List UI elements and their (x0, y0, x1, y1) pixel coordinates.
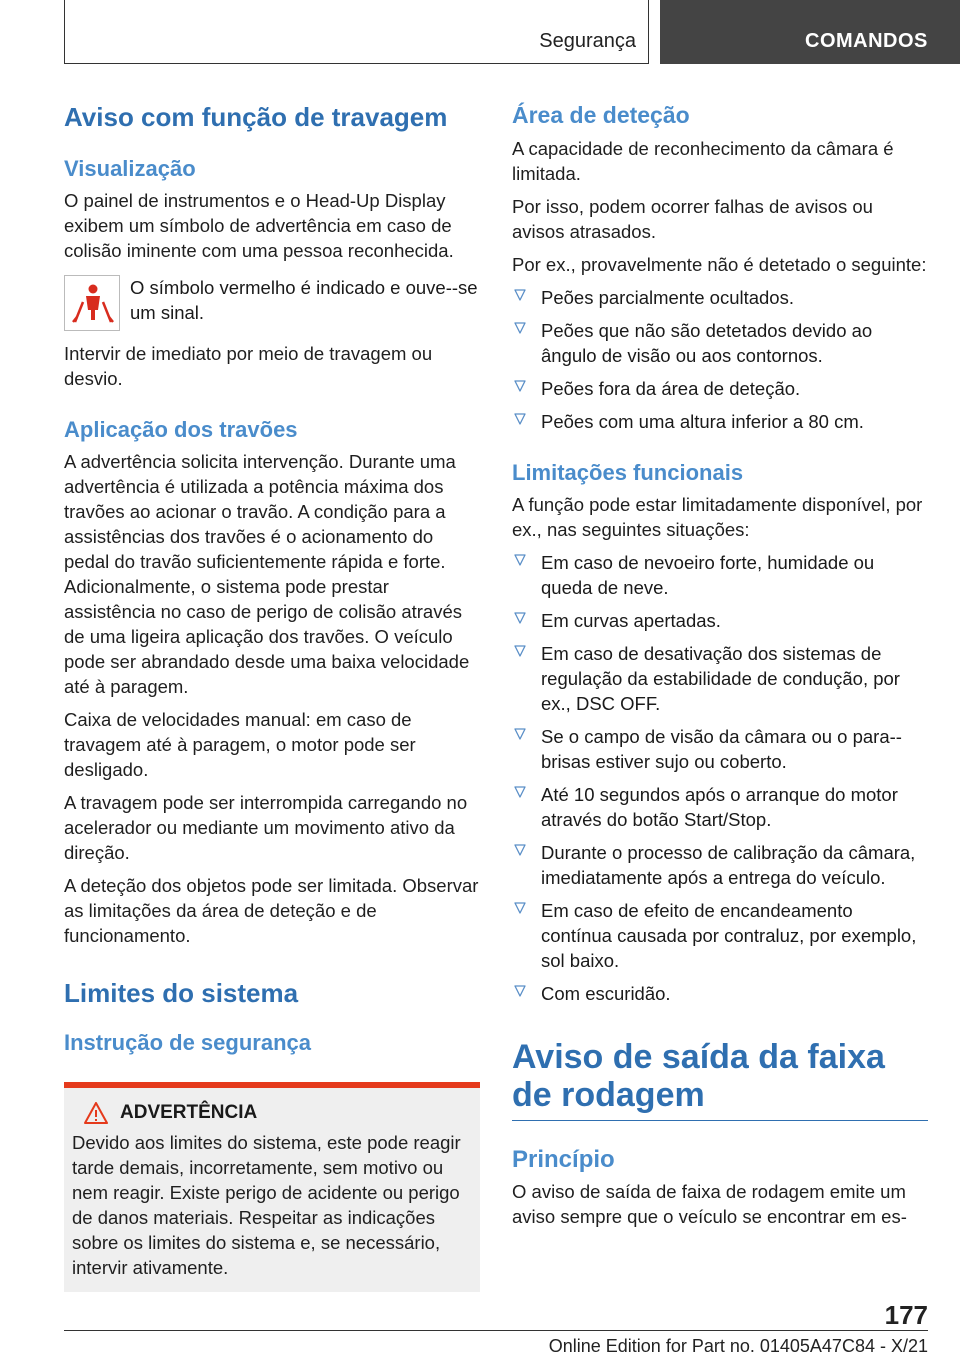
list-item-text: Em caso de nevoeiro forte, humidade ou queda de neve. (541, 552, 875, 598)
warning-header (84, 1102, 472, 1124)
list-item (512, 641, 928, 716)
warning-text: Devido aos limites do sistema, este pode reagir tarde demais, incorretamente, sem motivo ou nem reagir. Existe perigo de acidente ou perigo de danos materiais. Respeitar as indicações sobre os limites do sistema e, se necessário, intervir ativamente. (72, 1132, 461, 1278)
pedestrian-warning-icon (64, 275, 120, 331)
bullet-triangle-icon (514, 985, 526, 997)
left-column (64, 100, 480, 1292)
bullet-triangle-icon (514, 612, 526, 624)
list-item (512, 898, 928, 973)
heading-visualization: Visualização (64, 156, 196, 181)
section-title-braking-warning: Aviso com função de travagem (64, 102, 448, 132)
list-item (512, 376, 928, 401)
list-item-text: Peões parcialmente ocultados. (541, 287, 794, 308)
page-number: 177 (884, 1300, 928, 1330)
bullet-triangle-icon (514, 844, 526, 856)
symbol-row (64, 275, 480, 331)
bullet-triangle-icon (514, 902, 526, 914)
list-item (512, 782, 928, 832)
functional-bullet-list (512, 550, 928, 1006)
list-item (512, 724, 928, 774)
bullet-triangle-icon (514, 786, 526, 798)
list-item-text: Peões que não são detetados devido ao ângulo de visão ou aos contornos. (541, 320, 873, 366)
detection-paragraph-3: Por ex., provavelmente não é detetado o seguinte: (512, 254, 927, 275)
header-bottom-rule (64, 63, 649, 64)
detection-paragraph-2: Por isso, podem ocorrer falhas de avisos ou avisos atrasados. (512, 196, 873, 242)
list-item-text: Peões com uma altura inferior a 80 cm. (541, 411, 864, 432)
brakes-paragraph-1: A advertência solicita intervenção. Durante uma advertência é utilizada a potência máxima dos travões ao acionar o travão. A condição para a assistências dos travões é o acionamento do pedal do travão suficientemente rápida e forte. Adicionalmente, o sistema pode prestar assistência no caso de perigo de colisão através de uma ligeira aplicação dos travões. O veículo pode ser abrandado desde uma baixa velocidade até à paragem. (64, 451, 470, 697)
heading-brake-application: Aplicação dos travões (64, 417, 298, 442)
header-divider (648, 0, 649, 64)
heading-system-limits: Limites do sistema (64, 978, 299, 1008)
bullet-triangle-icon (514, 728, 526, 740)
chapter-rule (512, 1120, 928, 1121)
list-item-text: Em curvas apertadas. (541, 610, 721, 631)
functional-intro: A função pode estar limitadamente disponível, por ex., nas seguintes situações: (512, 494, 923, 540)
list-item-text: Em caso de desativação dos sistemas de regulação da estabilidade de condução, por ex., DSC OFF. (541, 643, 900, 714)
heading-principle: Princípio (512, 1146, 615, 1173)
warning-title: ADVERTÊNCIA (120, 1102, 258, 1123)
list-item-text: Peões fora da área de deteção. (541, 378, 801, 399)
header-chapter-tab: COMANDOS (660, 0, 960, 64)
bullet-triangle-icon (514, 322, 526, 334)
heading-safety-instruction: Instrução de segurança (64, 1030, 311, 1055)
footer-edition: Online Edition for Part no. 01405A47C84 - X/21 (548, 1336, 928, 1356)
detection-bullet-list (512, 285, 928, 434)
brakes-paragraph-3: A travagem pode ser interrompida carregando no acelerador ou mediante um movimento ativo da direção. (64, 792, 468, 863)
list-item-text: Em caso de efeito de encandeamento contínua causada por contraluz, por exemplo, sol baixo. (541, 900, 917, 971)
heading-detection-area: Área de deteção (512, 102, 690, 128)
list-item (512, 840, 928, 890)
warning-box (64, 1082, 480, 1292)
list-item-text: Durante o processo de calibração da câmara, imediatamente após a entrega do veículo. (541, 842, 916, 888)
bullet-triangle-icon (514, 289, 526, 301)
header-section-label: Segurança (539, 30, 636, 52)
list-item (512, 318, 928, 368)
chapter-title-lane-departure: Aviso de saída da faixa de rodagem (512, 1038, 885, 1114)
symbol-description: O símbolo vermelho é indicado e ouve--se um sinal. (130, 277, 478, 323)
list-item-text: Com escuridão. (541, 983, 671, 1004)
bullet-triangle-icon (514, 554, 526, 566)
list-item (512, 285, 928, 310)
list-item-text: Até 10 segundos após o arranque do motor através do botão Start/Stop. (541, 784, 898, 830)
principle-text: O aviso de saída de faixa de rodagem emite um aviso sempre que o veículo se encontrar em es- (512, 1181, 907, 1227)
heading-functional-limitations: Limitações funcionais (512, 460, 744, 485)
header-left-rule (64, 0, 65, 64)
bullet-triangle-icon (514, 413, 526, 425)
warning-triangle-icon (84, 1102, 108, 1124)
brakes-paragraph-2: Caixa de velocidades manual: em caso de travagem até à paragem, o motor pode ser desligado. (64, 709, 416, 780)
detection-paragraph-1: A capacidade de reconhecimento da câmara é limitada. (512, 138, 894, 184)
list-item (512, 550, 928, 600)
footer-rule (64, 1330, 928, 1331)
list-item (512, 409, 928, 434)
list-item (512, 608, 928, 633)
brakes-paragraph-4: A deteção dos objetos pode ser limitada. Observar as limitações da área de deteção e de funcionamento. (64, 875, 479, 946)
intervene-text: Intervir de imediato por meio de travagem ou desvio. (64, 343, 433, 389)
right-column (512, 100, 928, 1229)
list-item-text: Se o campo de visão da câmara ou o para--brisas estiver sujo ou coberto. (541, 726, 902, 772)
visualization-text: O painel de instrumentos e o Head-Up Display exibem um símbolo de advertência em caso de colisão iminente com uma pessoa reconhecida. (64, 190, 454, 261)
bullet-triangle-icon (514, 380, 526, 392)
bullet-triangle-icon (514, 645, 526, 657)
list-item (512, 981, 928, 1006)
